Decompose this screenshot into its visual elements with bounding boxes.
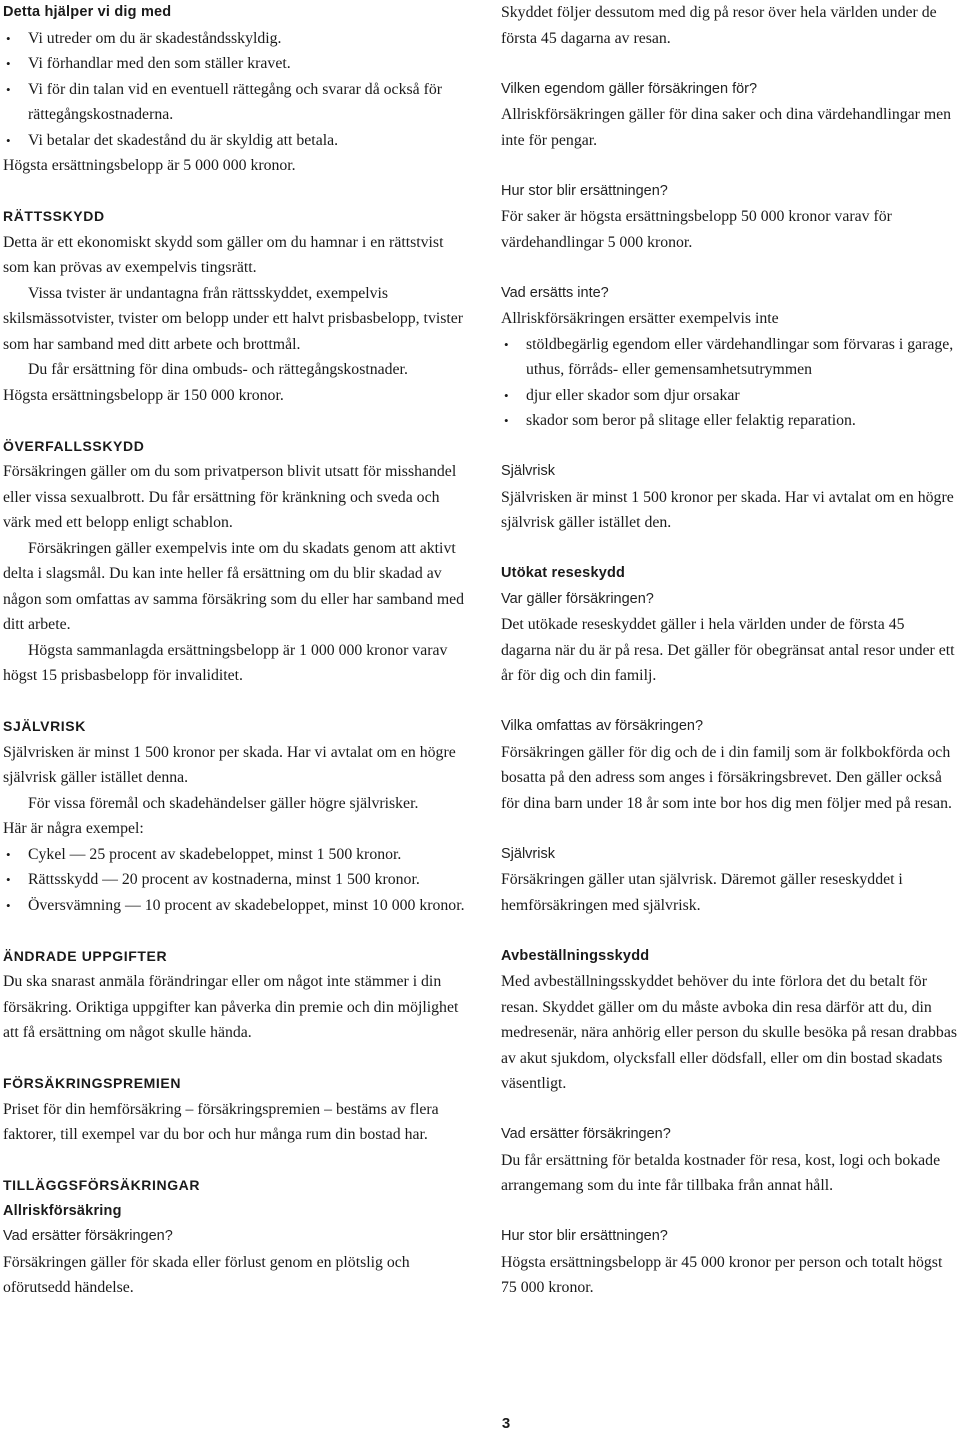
help-list — [3, 26, 465, 154]
overfallsskydd-heading: ÖVERFALLSSKYDD — [3, 437, 145, 454]
paragraph: För saker är högsta ersättningsbelopp 50 000 kronor varav för värdehandlingar 5 000 kronor. — [501, 208, 892, 251]
paragraph: Du får ersättning för dina ombuds- och rättegångskostnader. — [28, 361, 408, 378]
question-heading: Vad ersätter försäkringen? — [501, 1126, 671, 1142]
list-item: • Vi betalar det skadestånd du är skyldig att betala. — [3, 128, 465, 154]
list-item: • stöldbegärlig egendom eller värdehandlingar som förvaras i garage, uthus, förråds- eller gemensamhetsutrymmen — [501, 332, 957, 383]
right-column — [501, 0, 957, 1301]
allrisk-exclusions-list — [501, 332, 957, 434]
forsakringspremien-section — [3, 1071, 465, 1148]
paragraph: Högsta sammanlagda ersättningsbelopp är 1 000 000 kronor varav högst 15 prisbasbelopp för invaliditet. — [3, 641, 448, 684]
paragraph: Du får ersättning för betalda kostnader för resa, kost, logi och bokade arrangemang som du inte får tillbaka från annat håll. — [501, 1151, 941, 1194]
tillaggsforsakringar-section — [3, 1173, 465, 1301]
paragraph: Allriskförsäkringen gäller för dina saker och dina värdehandlingar men inte för pengar. — [501, 106, 952, 149]
andrade-uppgifter-section — [3, 944, 465, 1046]
list-item: • skador som beror på slitage eller felaktig reparation. — [501, 408, 957, 434]
question-heading: Var gäller försäkringen? — [501, 590, 654, 607]
paragraph: Självrisken är minst 1 500 kronor per skada. Har vi avtalat om en högre självrisk gäller istället den. — [501, 488, 954, 531]
allrisk-details — [501, 77, 957, 536]
list-item: • Översvämning — 10 procent av skadebeloppet, minst 10 000 kronor. — [3, 893, 465, 919]
paragraph: Vissa tvister är undantagna från rättsskyddet, exempelvis skilsmässotvister, tvister om belopp under ett halvt prisbasbelopp, tvister som har samband med ditt arbete och brottmål. — [3, 284, 464, 353]
question-heading: Hur stor blir ersättningen? — [501, 1228, 668, 1244]
help-max-amount: Högsta ersättningsbelopp är 5 000 000 kronor. — [3, 157, 296, 174]
paragraph: Du ska snarast anmäla förändringar eller om något inte stämmer i din försäkring. Oriktiga uppgifter kan påverka din premie och din möjlighet att få ersättning om något skulle hända. — [3, 973, 459, 1041]
rattsskydd-heading: RÄTTSSKYDD — [3, 208, 105, 224]
paragraph: Skyddet följer dessutom med dig på resor över hela världen under de första 45 dagarna av resan. — [501, 4, 937, 47]
paragraph: Högsta ersättningsbelopp är 45 000 kronor per person och totalt högst 75 000 kronor. — [501, 1253, 943, 1296]
page-number: 3 — [501, 1415, 511, 1432]
paragraph: Priset för din hemförsäkring – försäkringspremien – bestäms av flera faktorer, till exempel var du bor och hur många rum din bostad har. — [3, 1100, 439, 1143]
paragraph: Med avbeställningsskyddet behöver du inte förlora det du betalt för resan. Skyddet gäller om du måste avboka din resa därför att du, din medresenär, nära anhörig eller person du skulle besöka på resan drabbas av akut sjukdom, olycksfall eller dödsfall, eller om din bostad skadats väsentligt. — [501, 973, 957, 1092]
overfallsskydd-section — [3, 434, 465, 689]
paragraph: Detta är ett ekonomiskt skydd som gäller om du hamnar i en rättstvist som kan prövas av exempelvis tingsrätt. — [3, 233, 444, 276]
andrade-uppgifter-heading: ÄNDRADE UPPGIFTER — [3, 947, 168, 964]
allrisk-subheading: Allriskförsäkring — [3, 1202, 122, 1219]
list-item: • Cykel — 25 procent av skadebeloppet, minst 1 500 kronor. — [3, 842, 465, 868]
sjalvrisk-section — [3, 714, 465, 918]
sjalvrisk-list — [3, 842, 465, 919]
forsakringspremien-heading: FÖRSÄKRINGSPREMIEN — [3, 1075, 182, 1091]
avbestallningsskydd-heading: Avbeställningsskydd — [501, 947, 650, 964]
list-item: • djur eller skador som djur orsakar — [501, 383, 957, 409]
list-item: • Vi utreder om du är skadeståndsskyldig. — [3, 26, 465, 52]
paragraph: Allriskförsäkringen ersätter exempelvis inte — [501, 310, 779, 327]
paragraph: Försäkringen gäller om du som privatperson blivit utsatt för misshandel eller vissa sexualbrott. Du får ersättning för kränkning och sveda och värk med ett belopp enligt schablon. — [3, 463, 457, 531]
avbestallningsskydd-section — [501, 944, 957, 1301]
list-item: • Rättsskydd — 20 procent av kostnaderna, minst 1 500 kronor. — [3, 867, 465, 893]
list-item: • Vi för din talan vid en eventuell rättegång och svarar då också för rättegångskostnaderna. — [3, 77, 465, 128]
paragraph: Försäkringen gäller utan självrisk. Däremot gäller reseskyddet i hemförsäkringen med självrisk. — [501, 871, 903, 914]
question-heading: Självrisk — [501, 463, 555, 479]
paragraph: Det utökade reseskyddet gäller i hela världen under de första 45 dagarna när du är på resa. Det gäller för obegränsat antal resor under ett år för dig och din familj. — [501, 616, 955, 684]
question-heading: Hur stor blir ersättningen? — [501, 182, 668, 199]
left-column — [3, 0, 465, 1301]
question-heading: Vad ersätter försäkringen? — [3, 1228, 173, 1244]
paragraph: Försäkringen gäller för dig och de i din familj som är folkbokförda och bosatta på den adress som anges i försäkringsbrevet. Den gäller också för dina barn under 18 år som inte bor hos dig men följer med på resan. — [501, 743, 952, 812]
question-heading: Vad ersätts inte? — [501, 284, 609, 301]
paragraph: Självrisken är minst 1 500 kronor per skada. Har vi avtalat om en högre självrisk gäller istället denna. — [3, 743, 456, 786]
question-heading: Vilka omfattas av försäkringen? — [501, 718, 704, 734]
paragraph: Högsta ersättningsbelopp är 150 000 kronor. — [3, 386, 284, 404]
help-section — [3, 0, 465, 179]
paragraph: Här är några exempel: — [3, 820, 144, 837]
help-heading: Detta hjälper vi dig med — [3, 4, 172, 20]
question-heading: Självrisk — [501, 845, 555, 862]
paragraph: För vissa föremål och skadehändelser gäller högre självrisker. — [28, 794, 419, 812]
sjalvrisk-heading: SJÄLVRISK — [3, 718, 86, 734]
paragraph: Försäkringen gäller för skada eller förlust genom en plötslig och oförutsedd händelse. — [3, 1253, 410, 1296]
rattsskydd-section — [3, 204, 465, 408]
reseskydd-heading: Utökat reseskydd — [501, 565, 626, 581]
question-heading: Vilken egendom gäller försäkringen för? — [501, 80, 758, 97]
list-item: • Vi förhandlar med den som ställer kravet. — [3, 51, 465, 77]
paragraph: Försäkringen gäller exempelvis inte om du skadats genom att aktivt delta i slagsmål. Du kan inte heller få ersättning om du blir skadad av någon som omfattas av samma försäkring som du eller har samband med ditt arbete. — [3, 539, 465, 633]
tillaggsforsakringar-heading: TILLÄGGSFÖRSÄKRINGAR — [3, 1177, 201, 1193]
reseskydd-section — [501, 561, 957, 918]
